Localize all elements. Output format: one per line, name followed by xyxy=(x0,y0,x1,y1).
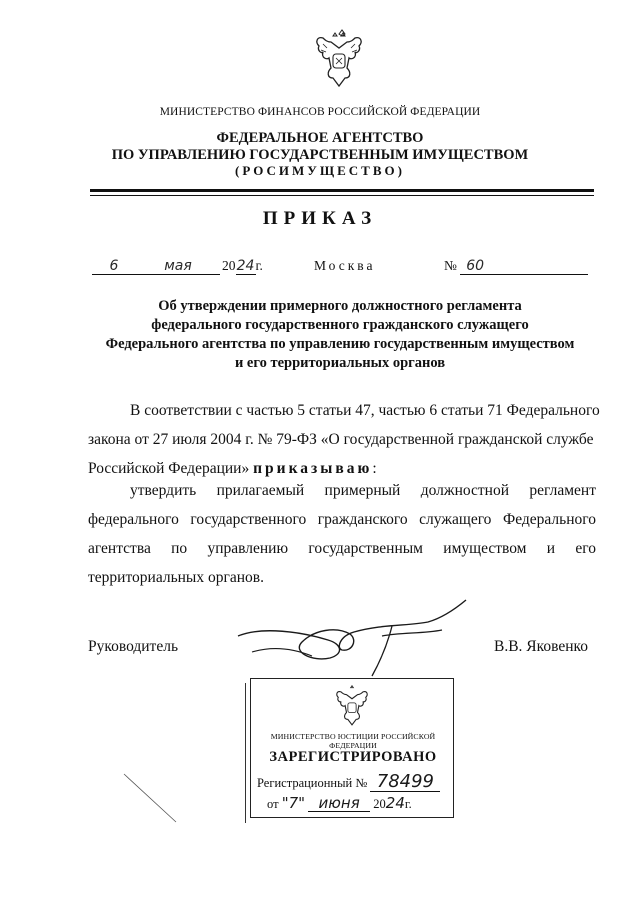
coat-of-arms-icon xyxy=(311,28,367,92)
number-value: 60 xyxy=(460,258,588,275)
body-word: и xyxy=(546,540,556,557)
subject-line: и его территориальных органов xyxy=(234,355,446,371)
body-word: регламент xyxy=(529,482,596,499)
body-word: по xyxy=(171,540,188,557)
document-city: Москва xyxy=(314,258,376,273)
stamp-registered-label: ЗАРЕГИСТРИРОВАНО xyxy=(269,749,437,765)
agency-name xyxy=(0,130,640,164)
body-word: утвердить xyxy=(130,482,197,499)
document-date-day-month xyxy=(92,258,220,275)
order-word: приказываю xyxy=(253,460,373,477)
body-line: закона от 27 июля 2004 г. № 79-ФЗ «О государственной гражданской службе xyxy=(88,431,594,448)
body-word: государственного xyxy=(190,511,307,528)
scan-artifact-line xyxy=(120,770,180,830)
subject-line: федерального государственного гражданского служащего xyxy=(151,317,529,333)
number-label: № xyxy=(444,258,457,273)
stamp-reg-label: Регистрационный № xyxy=(257,776,368,790)
body-text-fragment: : xyxy=(372,460,377,477)
body-word: федерального xyxy=(88,511,179,528)
ministry-name: МИНИСТЕРСТВО ФИНАНСОВ РОССИЙСКОЙ ФЕДЕРАЦИИ xyxy=(159,106,481,118)
signatory-title: Руководитель xyxy=(88,638,179,655)
body-word: гражданского xyxy=(317,511,408,528)
date-month: мая xyxy=(136,258,220,275)
registration-stamp xyxy=(250,678,454,818)
date-year-unit: г. xyxy=(255,258,263,273)
date-year-prefix: 20 xyxy=(222,258,236,273)
document-number xyxy=(444,258,588,275)
stamp-reg-number: 78499 xyxy=(370,773,440,792)
subject-line: Федерального агентства по управлению государственным имуществом xyxy=(105,336,575,352)
stamp-edge xyxy=(245,683,246,823)
stamp-date-year-unit: г. xyxy=(404,797,412,811)
body-word: должностной xyxy=(420,482,510,499)
document-title: ПРИКАЗ xyxy=(262,208,378,229)
body-line: В соответствии с частью 5 статьи 47, частью 6 статьи 71 Федерального xyxy=(130,402,600,419)
date-day: 6 xyxy=(92,258,136,275)
body-line xyxy=(88,534,596,563)
header-rule-thin xyxy=(90,195,594,196)
order-paragraph xyxy=(88,476,596,592)
preamble-paragraph xyxy=(88,396,600,483)
body-word: имуществом xyxy=(443,540,527,557)
stamp-registration-date xyxy=(267,794,412,812)
coat-of-arms-icon xyxy=(332,685,372,729)
agency-name-line1: ФЕДЕРАЛЬНОЕ АГЕНТСТВО xyxy=(216,130,424,146)
body-text-fragment: Российской Федерации» xyxy=(88,460,250,477)
agency-name-line2: ПО УПРАВЛЕНИЮ ГОСУДАРСТВЕННЫМ ИМУЩЕСТВОМ xyxy=(111,147,529,163)
subject-line: Об утверждении примерного должностного регламента xyxy=(158,298,522,314)
body-word: служащего xyxy=(419,511,492,528)
date-year-suffix: 24 xyxy=(236,258,255,274)
body-word: Федерального xyxy=(502,511,596,528)
stamp-date-month: июня xyxy=(308,795,370,812)
body-word: его xyxy=(575,540,596,557)
stamp-date-year-prefix: 20 xyxy=(373,797,386,811)
stamp-date-day: "7" xyxy=(281,794,306,812)
body-word: государственным xyxy=(308,540,423,557)
document-date-year xyxy=(222,258,263,275)
header-rule-thick xyxy=(90,189,594,192)
signatory-name: В.В. Яковенко xyxy=(494,638,589,655)
body-line: территориальных органов. xyxy=(88,569,264,586)
stamp-date-prefix: от xyxy=(267,797,279,811)
body-line xyxy=(88,505,596,534)
body-line xyxy=(88,476,596,505)
document-subject xyxy=(80,297,600,373)
agency-abbreviation: (РОСИМУЩЕСТВО) xyxy=(235,163,405,178)
body-word: управлению xyxy=(207,540,289,557)
stamp-registration-number xyxy=(257,773,440,792)
handwritten-signature xyxy=(232,596,482,686)
stamp-ministry-name: МИНИСТЕРСТВО ЮСТИЦИИ РОССИЙСКОЙ ФЕДЕРАЦИИ xyxy=(270,732,436,750)
body-word: агентства xyxy=(88,540,151,557)
body-word: прилагаемый xyxy=(216,482,305,499)
stamp-date-year: 24 xyxy=(385,794,405,812)
body-word: примерный xyxy=(324,482,401,499)
